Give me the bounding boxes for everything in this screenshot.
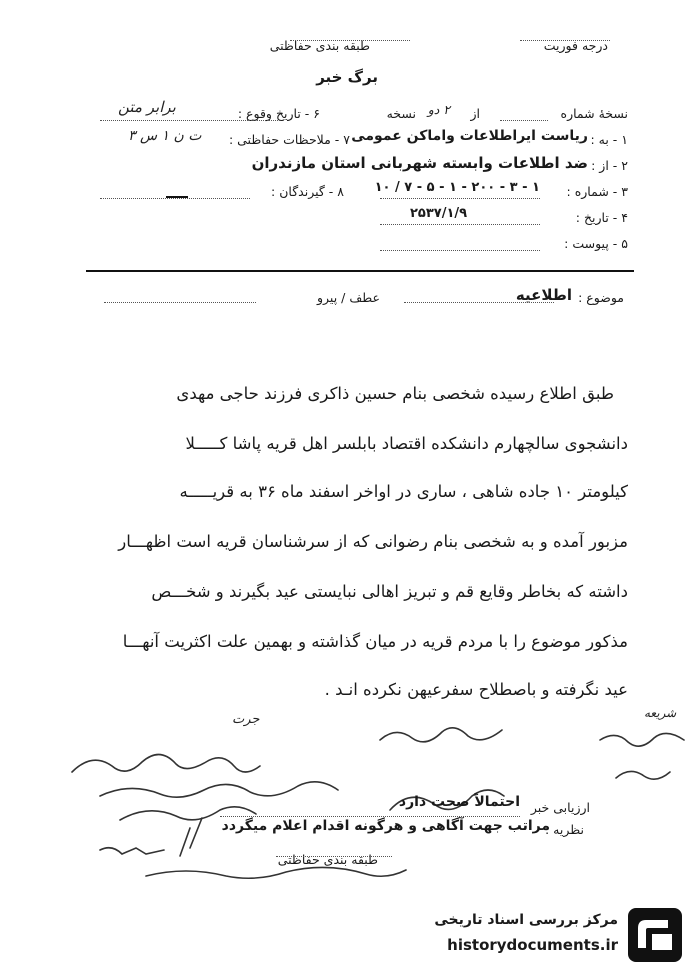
classification-label: طبقه بندی حفاظتی <box>269 38 370 53</box>
from-copies-label: از <box>470 106 480 121</box>
attachment-label: ۵ - پیوست : <box>564 236 628 251</box>
date-label: ۴ - تاریخ : <box>575 210 628 225</box>
evaluation-label: ارزیابی خبر <box>530 800 590 815</box>
form-title: برگ خبر <box>316 68 378 86</box>
classification-underline <box>290 40 410 41</box>
recipients-label: ۸ - گیرندگان : <box>271 184 344 199</box>
number-value: ۱۰ / ۷ - ۵ - ۱ - ۲۰۰ - ۳ - ۱ <box>374 180 540 195</box>
security-notes-value: ت ن ۱ س ۳ <box>128 128 202 144</box>
opinion-label: نظریه : <box>545 822 584 837</box>
to-label: ۱ - به : <box>590 132 628 147</box>
body-line-6: مذکور موضوع را با مردم قریه در میان گذاشته و بهمین علت اکثریت آنهـــا <box>122 632 628 651</box>
subject-dots <box>404 302 554 303</box>
body-line-1: طبق اطلاع رسیده شخصی بنام حسین ذاکری فرزند حاجی مهدی <box>176 384 614 403</box>
copy-number-label: نسخهٔ شماره <box>560 106 628 121</box>
event-date-label: ۶ - تاریخ وقوع : <box>237 106 320 121</box>
from-label: ۲ - از : <box>591 158 628 173</box>
date-dots <box>380 224 540 225</box>
priority-label: درجه فوریت <box>543 38 608 53</box>
body-line-2: دانشجوی سالچهارم دانشکده اقتصاد بابلسر اهل قریه پاشا کـــــلا <box>185 434 628 453</box>
handwritten-note-2: شریعه <box>644 706 677 720</box>
header-divider <box>86 270 634 272</box>
archive-logo-icon <box>628 908 682 962</box>
archive-name: مرکز بررسی اسناد تاریخی <box>434 912 618 928</box>
number-dots <box>380 198 540 199</box>
evaluation-dots <box>220 816 520 817</box>
footer-classification-dots <box>276 856 392 857</box>
reference-label: عطف / پیرو <box>317 290 380 305</box>
copy-number-dots <box>500 120 548 121</box>
attachment-dots <box>380 250 540 251</box>
body-line-3: کیلومتر ۱۰ جاده شاهی ، ساری در اواخر اسفند ماه ۳۶ به قریـــــه <box>179 482 628 501</box>
event-date-dots <box>100 120 280 121</box>
footer-classification-label: طبقه بندی حفاظتی <box>277 852 378 867</box>
event-date-value: برابر متن <box>118 98 176 116</box>
copy-total-value: ۲ دو <box>427 102 450 117</box>
handwritten-annotations <box>60 700 700 900</box>
body-line-7: عید نگرفته و باصطلاح سفرعیهن نکرده انـد . <box>324 680 628 699</box>
subject-label: موضوع : <box>578 290 624 305</box>
reference-dots <box>104 302 256 303</box>
recipients-dots <box>100 198 250 199</box>
priority-underline <box>520 40 610 41</box>
evaluation-value: احتمالاً صحت دارد <box>398 794 520 810</box>
body-line-4: مزبور آمده و به شخصی بنام رضوانی که از سرشناسان قریه است اظهـــار <box>118 532 628 551</box>
security-notes-label: ۷ - ملاحظات حفاظتی : <box>228 132 350 147</box>
subject-value: اطلاعیه <box>515 286 572 304</box>
opinion-value: مراتب جهت آگاهی و هرگونه اقدام اعلام میگردد <box>221 818 550 834</box>
number-label: ۳ - شماره : <box>566 184 628 199</box>
to-value: ریاست ایراطلاعات واماکن عمومی <box>351 128 588 144</box>
handwritten-note-1: جرت <box>232 712 260 727</box>
from-value: ضد اطلاعات وابسته شهربانی استان مازندران <box>251 154 588 172</box>
body-line-5: داشته که بخاطر وقایع قم و تبریز اهالی نبایستی عید بگیرند و شخـــص <box>151 582 628 601</box>
date-value: ۲۵۳۷/۱/۹ <box>410 206 468 221</box>
archive-url[interactable]: historydocuments.ir <box>447 936 618 954</box>
copies-label: نسخه <box>386 106 416 121</box>
